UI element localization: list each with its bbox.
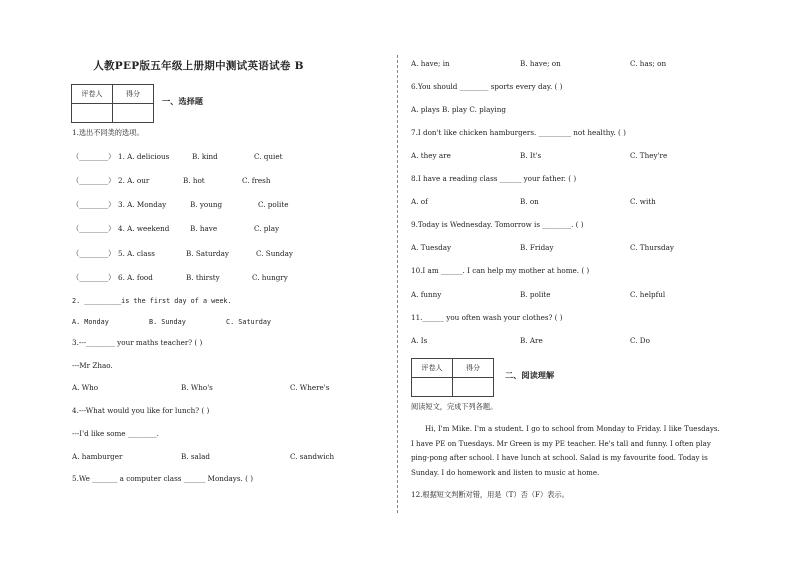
q1-row-1-c: C. quiet: [254, 152, 283, 161]
q2-prompt: 2. _________is the first day of a week.: [72, 297, 232, 305]
q11-option-b: B. Are: [520, 336, 543, 345]
q1-row-4-a: 4. A. weekend: [118, 224, 170, 233]
q5-option-b: B. have; on: [520, 59, 561, 68]
q1-row-2-b: B. hot: [183, 176, 205, 185]
q12-prompt: 12.根据短文判断对错，用是（T）否（F）表示。: [411, 490, 569, 499]
q10-option-c: C. helpful: [630, 290, 666, 299]
score-header: 得分: [113, 85, 154, 104]
q3-option-a: A. Who: [72, 383, 99, 392]
q8-option-b: B. on: [520, 197, 539, 206]
q10-option-a: A. funny: [411, 290, 442, 299]
q1-row-6-c: C. hungry: [252, 273, 288, 282]
q1-row-5-blank: （________）: [72, 249, 116, 258]
q1-row-6-a: 6. A. food: [118, 273, 153, 282]
score-table-2: [411, 358, 494, 397]
q1-row-4-blank: （________）: [72, 224, 116, 233]
score-table-1: [71, 84, 154, 123]
q7-option-b: B. It's: [520, 151, 542, 160]
q10-option-b: B. polite: [520, 290, 551, 299]
grader-header: 评卷人: [72, 85, 113, 104]
q6-options: A. plays B. play C. playing: [411, 105, 506, 114]
q1-row-1-b: B. kind: [192, 152, 218, 161]
reading-prompt: 阅读短文，完成下列各题。: [411, 402, 498, 411]
section-1-heading: 一、选择题: [162, 96, 203, 106]
q1-row-3-c: C. polite: [258, 200, 289, 209]
q4-option-b: B. salad: [181, 452, 211, 461]
reading-passage: Hi, I'm Mike. I'm a student. I go to school from Monday to Friday. I like Tuesdays. I have PE on Tuesdays. Mr Green is my PE teacher. He's tall and funny. I often play ping-pong after school. I have lunch at school. Salad is my favourite food. Today is Sunday. I do homework and listen to music at home.: [411, 424, 720, 477]
q1-row-5-b: B. Saturday: [186, 249, 229, 258]
q7-prompt: 7.I don't like chicken hamburgers. _________ not healthy. ( ): [411, 128, 626, 137]
q2-option-a: A. Monday: [72, 318, 109, 326]
q1-row-3-b: B. young: [190, 200, 223, 209]
q2-option-b: B. Sunday: [149, 318, 186, 326]
q4-prompt: 4.---What would you like for lunch? ( ): [72, 406, 210, 415]
q1-row-2-a: 2. A. our: [118, 176, 150, 185]
score-cell: [113, 104, 154, 123]
q10-prompt: 10.I am ______. I can help my mother at home. ( ): [411, 266, 590, 275]
q6-prompt: 6.You should ________ sports every day. ( ): [411, 82, 563, 91]
score-cell-2: [453, 378, 494, 397]
q5-option-c: C. has; on: [630, 59, 667, 68]
q1-row-5-c: C. Sunday: [256, 249, 293, 258]
q1-row-4-b: B. have: [190, 224, 218, 233]
grader-cell: [72, 104, 113, 123]
q9-option-c: C. Thursday: [630, 243, 674, 252]
q5-option-a: A. have; in: [411, 59, 450, 68]
q1-row-1-a: 1. A. delicious: [118, 152, 170, 161]
q1-row-1-blank: （________）: [72, 152, 116, 161]
column-divider: [397, 55, 398, 513]
q8-option-a: A. of: [411, 197, 428, 206]
q1-row-6-blank: （________）: [72, 273, 116, 282]
q11-option-a: A. Is: [411, 336, 428, 345]
q1-row-3-blank: （________）: [72, 200, 116, 209]
q3-option-b: B. Who's: [181, 383, 213, 392]
q3-reply: ---Mr Zhao.: [72, 361, 113, 370]
q1-row-3-a: 3. A. Monday: [118, 200, 167, 209]
q1-row-2-blank: （________）: [72, 176, 116, 185]
q2-option-c: C. Saturday: [226, 318, 272, 326]
q9-option-a: A. Tuesday: [411, 243, 452, 252]
q11-prompt: 11.______ you often wash your clothes? ( ): [411, 313, 563, 322]
q8-option-c: C. with: [630, 197, 656, 206]
q4-reply: ---I'd like some ________.: [72, 429, 159, 438]
q1-row-4-c: C. play: [254, 224, 280, 233]
q3-option-c: C. Where's: [290, 383, 330, 392]
section-2-heading: 二、阅读理解: [505, 370, 555, 380]
q9-option-b: B. Friday: [520, 243, 554, 252]
grader-cell-2: [412, 378, 453, 397]
grader-header-2: 评卷人: [412, 359, 453, 378]
q1-row-5-a: 5. A. class: [118, 249, 155, 258]
score-header-2: 得分: [453, 359, 494, 378]
q7-option-a: A. they are: [411, 151, 451, 160]
q11-option-c: C. Do: [630, 336, 650, 345]
q1-prompt: 1.选出不同类的选项。: [72, 128, 144, 137]
q8-prompt: 8.I have a reading class ______ your father. ( ): [411, 174, 577, 183]
q4-option-c: C. sandwich: [290, 452, 335, 461]
q9-prompt: 9.Today is Wednesday. Tomorrow is ________. ( ): [411, 220, 584, 229]
q7-option-c: C. They're: [630, 151, 668, 160]
q3-prompt: 3.---________ your maths teacher? ( ): [72, 338, 203, 347]
q5-prompt: 5.We _______ a computer class ______ Mondays. ( ): [72, 474, 253, 483]
q1-row-2-c: C. fresh: [242, 176, 271, 185]
q4-option-a: A. hamburger: [72, 452, 123, 461]
exam-title: 人教PEP版五年级上册期中测试英语试卷 B: [93, 60, 304, 72]
q1-row-6-b: B. thirsty: [186, 273, 220, 282]
